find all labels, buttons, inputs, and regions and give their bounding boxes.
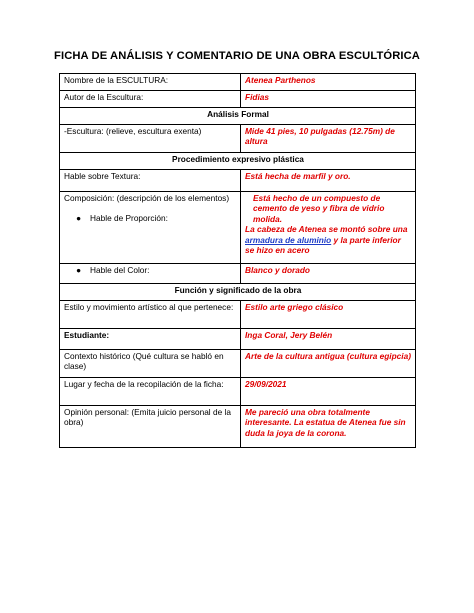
cell-color — [60, 264, 241, 284]
label-opinion: Opinión personal: (Emita juicio personal de la obra) — [60, 406, 241, 448]
value-textura: Está hecha de marfil y oro. — [241, 170, 416, 192]
label-lugar: Lugar y fecha de la recopilación de la ficha: — [60, 378, 241, 406]
bullet-color — [64, 265, 237, 275]
value-lugar: 29/09/2021 — [241, 378, 416, 406]
value-composicion-text2: La cabeza de Atenea se montó sobre una — [245, 224, 408, 235]
value-escultura: Mide 41 pies, 10 pulgadas (12.75m) de altura — [241, 125, 416, 153]
label-escultura: -Escultura: (relieve, escultura exenta) — [60, 125, 241, 153]
label-composicion: Composición: (descripción de los elementos) — [64, 193, 230, 203]
table-row — [60, 91, 416, 108]
value-estudiante: Inga Coral, Jery Belén — [241, 329, 416, 350]
label-color: Hable del Color: — [90, 265, 150, 275]
value-composicion-part2 — [245, 224, 412, 255]
value-autor: Fidias — [241, 91, 416, 108]
table-row — [60, 378, 416, 406]
bullet-icon: ● — [76, 265, 82, 275]
label-textura: Hable sobre Textura: — [60, 170, 241, 192]
section-analisis-formal: Análisis Formal — [60, 108, 416, 125]
label-proporcion: Hable de Proporción: — [90, 213, 168, 224]
analysis-table — [59, 73, 416, 448]
value-nombre: Atenea Parthenos — [241, 74, 416, 91]
table-row — [60, 74, 416, 91]
document-title: FICHA DE ANÁLISIS Y COMENTARIO DE UNA OBRA ESCULTÓRICA — [54, 50, 420, 62]
section-funcion: Función y significado de la obra — [60, 284, 416, 301]
label-autor: Autor de la Escultura: — [60, 91, 241, 108]
table-row — [60, 108, 416, 125]
label-nombre: Nombre de la ESCULTURA: — [60, 74, 241, 91]
section-procedimiento: Procedimiento expresivo plástica — [60, 153, 416, 170]
value-estilo: Estilo arte griego clásico — [241, 301, 416, 329]
armadura-link[interactable]: armadura de aluminio — [245, 234, 332, 245]
cell-composicion — [60, 192, 241, 264]
table-row — [60, 301, 416, 329]
table-row — [60, 284, 416, 301]
table-row — [60, 153, 416, 170]
value-color: Blanco y dorado — [241, 264, 416, 284]
label-contexto: Contexto histórico (Qué cultura se habló en clase) — [60, 350, 241, 378]
table-row — [60, 125, 416, 153]
bullet-proporcion — [64, 213, 237, 223]
table-row — [60, 350, 416, 378]
value-composicion-text3: y la parte inferior se hizo en acero — [245, 234, 401, 256]
value-composicion — [241, 192, 416, 264]
bullet-icon: ● — [76, 213, 82, 224]
label-estilo: Estilo y movimiento artístico al que pertenece: — [60, 301, 241, 329]
table-row — [60, 192, 416, 264]
table-row — [60, 329, 416, 350]
value-composicion-part1: Está hecho de un compuesto de cemento de yeso y fibra de vidrio molida. — [253, 193, 385, 224]
label-estudiante: Estudiante: — [60, 329, 241, 350]
table-row — [60, 406, 416, 448]
value-opinion: Me pareció una obra totalmente interesante. La estatua de Atenea fue sin duda la joya de la corona. — [241, 406, 416, 448]
value-contexto: Arte de la cultura antigua (cultura egipcia) — [241, 350, 416, 378]
table-row — [60, 264, 416, 284]
table-row — [60, 170, 416, 192]
